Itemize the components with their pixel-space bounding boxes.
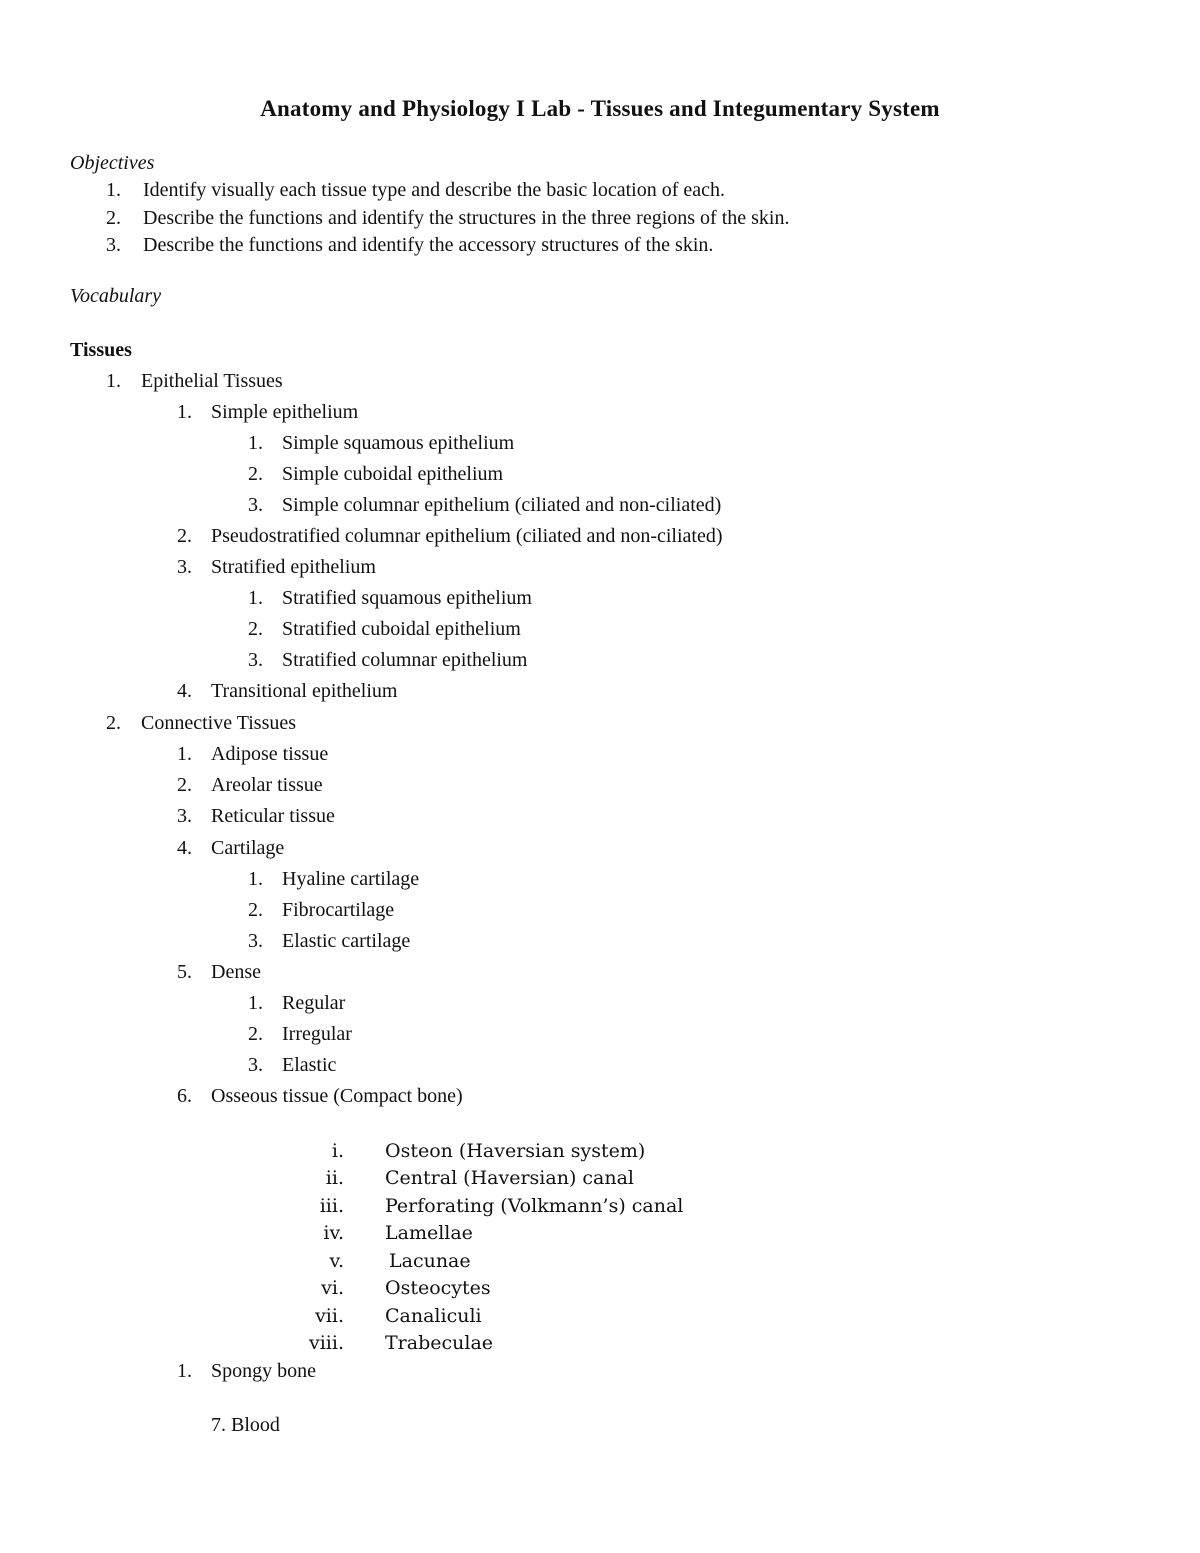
roman-list-item: Central (Haversian) canal [385,1167,635,1189]
list-number: 1. [248,992,263,1014]
objective-text: Describe the functions and identify the accessory structures of the skin. [143,234,714,256]
list-item: Areolar tissue [211,774,323,796]
list-number: 5. [177,961,192,983]
roman-list-item: Osteon (Haversian system) [385,1140,646,1162]
list-item: Elastic cartilage [282,930,411,952]
list-item: Stratified columnar epithelium [282,649,528,671]
roman-number: v. [329,1250,344,1272]
list-item: Simple epithelium [211,401,359,423]
roman-list-item: Lacunae [389,1250,471,1272]
list-item: Osseous tissue (Compact bone) [211,1085,463,1107]
list-number: 2. [177,525,192,547]
list-number: 1. [106,370,121,392]
list-item: Connective Tissues [141,712,297,734]
list-item: Hyaline cartilage [282,868,420,890]
list-number: 6. [177,1085,192,1107]
list-item: Transitional epithelium [211,680,398,702]
roman-list-item: Lamellae [385,1222,473,1244]
list-item: Fibrocartilage [282,899,395,921]
roman-list-item: Canaliculi [385,1305,482,1327]
list-item: Elastic [282,1054,337,1076]
list-number: 1. [248,868,263,890]
list-item: Reticular tissue [211,805,335,827]
roman-number: vi. [321,1277,344,1299]
list-item: Cartilage [211,837,285,859]
objective-number: 1. [106,179,121,201]
document-title: Anatomy and Physiology I Lab - Tissues and Integumentary System [260,96,940,121]
list-number: 2. [248,463,263,485]
list-number: 3. [177,556,192,578]
list-number: 3. [248,930,263,952]
objective-number: 3. [106,234,121,256]
list-item: Irregular [282,1023,352,1045]
list-number: 1. [177,743,192,765]
list-number: 2. [106,712,121,734]
vocabulary-heading: Vocabulary [70,285,162,307]
objectives-heading: Objectives [70,152,155,174]
list-item: Spongy bone [211,1360,316,1382]
list-item: Pseudostratified columnar epithelium (ciliated and non-ciliated) [211,525,723,547]
list-item: Adipose tissue [211,743,329,765]
list-item-blood: 7. Blood [211,1414,280,1436]
list-item: Stratified epithelium [211,556,376,578]
list-number: 1. [248,432,263,454]
list-number: 4. [177,837,192,859]
list-item: Simple columnar epithelium (ciliated and non-ciliated) [282,494,722,516]
objective-number: 2. [106,207,121,229]
list-number: 3. [248,494,263,516]
roman-number: iii. [319,1195,344,1217]
list-item: Regular [282,992,346,1014]
roman-list-item: Osteocytes [385,1277,491,1299]
list-number: 3. [177,805,192,827]
roman-number: ii. [325,1167,344,1189]
list-item: Stratified cuboidal epithelium [282,618,521,640]
list-number: 1. [177,1360,192,1382]
tissues-heading: Tissues [70,339,132,361]
roman-number: iv. [323,1222,344,1244]
roman-number: vii. [315,1305,344,1327]
list-number: 4. [177,680,192,702]
objective-text: Identify visually each tissue type and describe the basic location of each. [143,179,726,201]
list-number: 3. [248,1054,263,1076]
list-item: Dense [211,961,261,983]
list-item: Epithelial Tissues [141,370,283,392]
roman-number: viii. [308,1332,344,1354]
roman-number: i. [331,1140,344,1162]
list-number: 1. [177,401,192,423]
list-number: 3. [248,649,263,671]
list-item: Simple squamous epithelium [282,432,515,454]
list-number: 2. [248,1023,263,1045]
list-item: Stratified squamous epithelium [282,587,532,609]
roman-list-item: Perforating (Volkmann’s) canal [385,1195,684,1217]
objective-text: Describe the functions and identify the structures in the three regions of the skin. [143,207,790,229]
list-number: 2. [177,774,192,796]
list-number: 1. [248,587,263,609]
list-number: 2. [248,899,263,921]
list-number: 2. [248,618,263,640]
roman-list-item: Trabeculae [385,1332,494,1354]
list-item: Simple cuboidal epithelium [282,463,504,485]
